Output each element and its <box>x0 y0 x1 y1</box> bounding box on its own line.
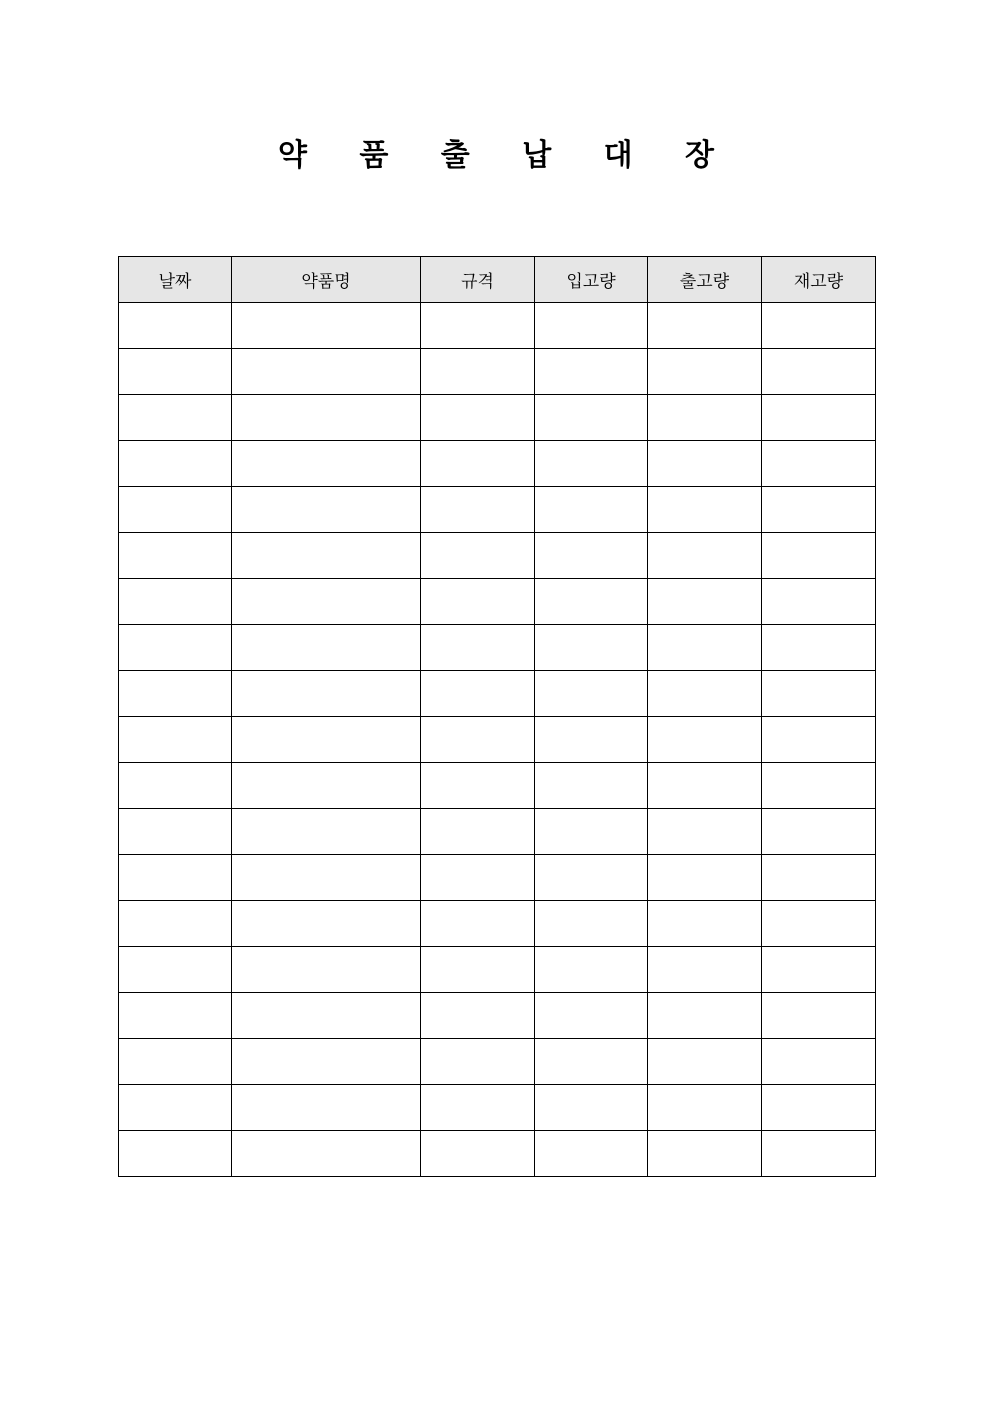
drug-name-cell[interactable] <box>232 855 421 901</box>
table-row <box>119 671 876 717</box>
column-header-date: 날짜 <box>119 257 232 303</box>
date-cell[interactable] <box>119 763 232 809</box>
stock-qty-cell[interactable] <box>762 1085 876 1131</box>
table-row <box>119 441 876 487</box>
drug-name-cell[interactable] <box>232 671 421 717</box>
table-row <box>119 717 876 763</box>
date-cell[interactable] <box>119 947 232 993</box>
date-cell[interactable] <box>119 901 232 947</box>
issued-qty-cell[interactable] <box>648 901 762 947</box>
spec-cell[interactable] <box>421 1085 535 1131</box>
issued-qty-cell[interactable] <box>648 947 762 993</box>
date-cell[interactable] <box>119 487 232 533</box>
table-row <box>119 395 876 441</box>
stock-qty-cell[interactable] <box>762 533 876 579</box>
spec-cell[interactable] <box>421 855 535 901</box>
stock-qty-cell[interactable] <box>762 1039 876 1085</box>
spec-cell[interactable] <box>421 1131 535 1177</box>
issued-qty-cell[interactable] <box>648 625 762 671</box>
drug-name-cell[interactable] <box>232 1039 421 1085</box>
issued-qty-cell[interactable] <box>648 349 762 395</box>
received-qty-cell[interactable] <box>535 487 648 533</box>
spec-cell[interactable] <box>421 625 535 671</box>
received-qty-cell[interactable] <box>535 349 648 395</box>
stock-qty-cell[interactable] <box>762 993 876 1039</box>
date-cell[interactable] <box>119 855 232 901</box>
drug-name-cell[interactable] <box>232 533 421 579</box>
stock-qty-cell[interactable] <box>762 763 876 809</box>
spec-cell[interactable] <box>421 395 535 441</box>
drug-name-cell[interactable] <box>232 349 421 395</box>
table-row <box>119 625 876 671</box>
table-row <box>119 1039 876 1085</box>
spec-cell[interactable] <box>421 579 535 625</box>
spec-cell[interactable] <box>421 717 535 763</box>
issued-qty-cell[interactable] <box>648 763 762 809</box>
table-row <box>119 809 876 855</box>
issued-qty-cell[interactable] <box>648 441 762 487</box>
received-qty-cell[interactable] <box>535 625 648 671</box>
received-qty-cell[interactable] <box>535 303 648 349</box>
drug-name-cell[interactable] <box>232 303 421 349</box>
spec-cell[interactable] <box>421 441 535 487</box>
received-qty-cell[interactable] <box>535 901 648 947</box>
issued-qty-cell[interactable] <box>648 717 762 763</box>
document-title: 약 품 출 납 대 장 <box>277 138 736 173</box>
spec-cell[interactable] <box>421 671 535 717</box>
received-qty-cell[interactable] <box>535 671 648 717</box>
stock-qty-cell[interactable] <box>762 671 876 717</box>
received-qty-cell[interactable] <box>535 993 648 1039</box>
table-row <box>119 1085 876 1131</box>
spec-cell[interactable] <box>421 303 535 349</box>
received-qty-cell[interactable] <box>535 395 648 441</box>
spec-cell[interactable] <box>421 533 535 579</box>
issued-qty-cell[interactable] <box>648 487 762 533</box>
date-cell[interactable] <box>119 625 232 671</box>
spec-cell[interactable] <box>421 901 535 947</box>
date-cell[interactable] <box>119 1039 232 1085</box>
date-cell[interactable] <box>119 1085 232 1131</box>
stock-qty-cell[interactable] <box>762 349 876 395</box>
table-row <box>119 1131 876 1177</box>
drug-name-cell[interactable] <box>232 441 421 487</box>
stock-qty-cell[interactable] <box>762 809 876 855</box>
table-row <box>119 303 876 349</box>
received-qty-cell[interactable] <box>535 855 648 901</box>
date-cell[interactable] <box>119 441 232 487</box>
drug-name-cell[interactable] <box>232 487 421 533</box>
date-cell[interactable] <box>119 671 232 717</box>
column-header-issued-qty: 출고량 <box>648 257 762 303</box>
stock-qty-cell[interactable] <box>762 579 876 625</box>
header-row <box>119 257 876 303</box>
column-header-drug-name: 약품명 <box>232 257 421 303</box>
received-qty-cell[interactable] <box>535 1039 648 1085</box>
spec-cell[interactable] <box>421 487 535 533</box>
column-header-stock-qty: 재고량 <box>762 257 876 303</box>
stock-qty-cell[interactable] <box>762 855 876 901</box>
table-row <box>119 533 876 579</box>
issued-qty-cell[interactable] <box>648 579 762 625</box>
drug-name-cell[interactable] <box>232 1085 421 1131</box>
stock-qty-cell[interactable] <box>762 901 876 947</box>
issued-qty-cell[interactable] <box>648 1039 762 1085</box>
ledger-body <box>119 303 876 1177</box>
issued-qty-cell[interactable] <box>648 303 762 349</box>
issued-qty-cell[interactable] <box>648 533 762 579</box>
drug-name-cell[interactable] <box>232 809 421 855</box>
table-row <box>119 579 876 625</box>
issued-qty-cell[interactable] <box>648 809 762 855</box>
drug-name-cell[interactable] <box>232 901 421 947</box>
issued-qty-cell[interactable] <box>648 855 762 901</box>
stock-qty-cell[interactable] <box>762 625 876 671</box>
received-qty-cell[interactable] <box>535 1131 648 1177</box>
received-qty-cell[interactable] <box>535 441 648 487</box>
date-cell[interactable] <box>119 533 232 579</box>
stock-qty-cell[interactable] <box>762 395 876 441</box>
date-cell[interactable] <box>119 395 232 441</box>
spec-cell[interactable] <box>421 1039 535 1085</box>
received-qty-cell[interactable] <box>535 809 648 855</box>
column-header-spec: 규격 <box>421 257 535 303</box>
spec-cell[interactable] <box>421 947 535 993</box>
table-row <box>119 947 876 993</box>
table-row <box>119 763 876 809</box>
issued-qty-cell[interactable] <box>648 1131 762 1177</box>
received-qty-cell[interactable] <box>535 533 648 579</box>
received-qty-cell[interactable] <box>535 1085 648 1131</box>
drug-name-cell[interactable] <box>232 1131 421 1177</box>
stock-qty-cell[interactable] <box>762 487 876 533</box>
drug-name-cell[interactable] <box>232 763 421 809</box>
issued-qty-cell[interactable] <box>648 993 762 1039</box>
spec-cell[interactable] <box>421 349 535 395</box>
date-cell[interactable] <box>119 717 232 763</box>
drug-name-cell[interactable] <box>232 579 421 625</box>
date-cell[interactable] <box>119 579 232 625</box>
drug-name-cell[interactable] <box>232 993 421 1039</box>
drug-name-cell[interactable] <box>232 717 421 763</box>
date-cell[interactable] <box>119 809 232 855</box>
table-row <box>119 901 876 947</box>
stock-qty-cell[interactable] <box>762 717 876 763</box>
drug-name-cell[interactable] <box>232 395 421 441</box>
stock-qty-cell[interactable] <box>762 947 876 993</box>
received-qty-cell[interactable] <box>535 763 648 809</box>
table-row <box>119 993 876 1039</box>
received-qty-cell[interactable] <box>535 717 648 763</box>
date-cell[interactable] <box>119 993 232 1039</box>
ledger-table <box>118 256 876 1177</box>
issued-qty-cell[interactable] <box>648 671 762 717</box>
table-row <box>119 349 876 395</box>
spec-cell[interactable] <box>421 763 535 809</box>
date-cell[interactable] <box>119 349 232 395</box>
received-qty-cell[interactable] <box>535 579 648 625</box>
received-qty-cell[interactable] <box>535 947 648 993</box>
stock-qty-cell[interactable] <box>762 441 876 487</box>
issued-qty-cell[interactable] <box>648 395 762 441</box>
stock-qty-cell[interactable] <box>762 1131 876 1177</box>
drug-name-cell[interactable] <box>232 947 421 993</box>
drug-name-cell[interactable] <box>232 625 421 671</box>
spec-cell[interactable] <box>421 809 535 855</box>
stock-qty-cell[interactable] <box>762 303 876 349</box>
spec-cell[interactable] <box>421 993 535 1039</box>
table-row <box>119 855 876 901</box>
table-row <box>119 487 876 533</box>
date-cell[interactable] <box>119 1131 232 1177</box>
column-header-received-qty: 입고량 <box>535 257 648 303</box>
date-cell[interactable] <box>119 303 232 349</box>
issued-qty-cell[interactable] <box>648 1085 762 1131</box>
